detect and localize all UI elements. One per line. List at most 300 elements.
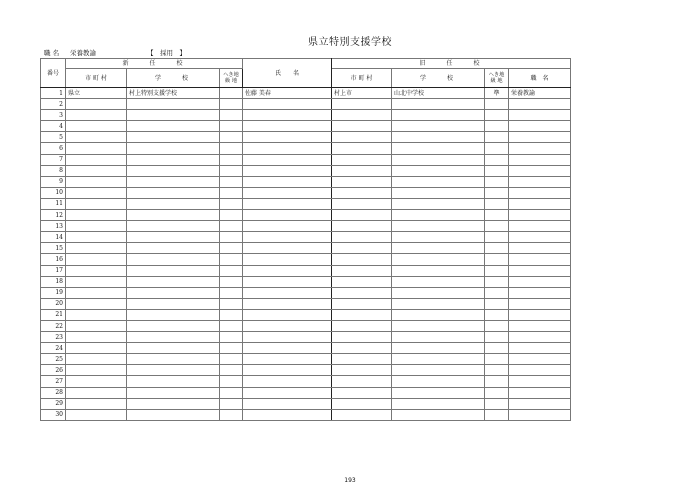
old-city-cell: [332, 143, 392, 154]
old-remote-cell: [485, 332, 509, 343]
old-school-cell: [392, 332, 485, 343]
old-position-cell: [509, 376, 571, 387]
new-remote-cell: [220, 243, 243, 254]
new-city-cell: [66, 121, 127, 132]
new-remote-cell: [220, 132, 243, 143]
old-city-cell: 村上市: [332, 88, 392, 99]
name-cell: [243, 354, 332, 365]
old-remote-cell: [485, 243, 509, 254]
new-school-cell: [127, 320, 220, 331]
name-cell: [243, 187, 332, 198]
name-cell: [243, 298, 332, 309]
old-remote-cell: [485, 276, 509, 287]
row-number: 6: [41, 143, 66, 154]
old-city-cell: [332, 121, 392, 132]
old-city-cell: [332, 187, 392, 198]
new-city-cell: [66, 265, 127, 276]
name-cell: [243, 221, 332, 232]
table-row: [41, 254, 571, 265]
row-number: 15: [41, 243, 66, 254]
new-school-cell: [127, 210, 220, 221]
old-city-cell: [332, 287, 392, 298]
old-school-cell: [392, 143, 485, 154]
new-city-cell: [66, 221, 127, 232]
old-remote-cell: [485, 254, 509, 265]
new-city-cell: [66, 332, 127, 343]
old-city-cell: [332, 254, 392, 265]
old-position-cell: [509, 198, 571, 209]
new-city-cell: [66, 187, 127, 198]
row-number: 25: [41, 354, 66, 365]
new-remote-cell: [220, 298, 243, 309]
old-school-cell: [392, 176, 485, 187]
row-number: 3: [41, 110, 66, 121]
old-position-cell: [509, 265, 571, 276]
old-position-cell: [509, 365, 571, 376]
new-school-cell: [127, 298, 220, 309]
new-school-cell: [127, 232, 220, 243]
table-row: [41, 176, 571, 187]
new-remote-cell: [220, 165, 243, 176]
old-position-cell: [509, 165, 571, 176]
old-remote-cell: [485, 265, 509, 276]
new-school-cell: [127, 221, 220, 232]
new-remote-cell: [220, 232, 243, 243]
old-position-cell: [509, 210, 571, 221]
table-row: [41, 276, 571, 287]
old-remote-cell: [485, 176, 509, 187]
new-school-cell: [127, 309, 220, 320]
row-number: 13: [41, 221, 66, 232]
old-city-cell: [332, 309, 392, 320]
old-remote-cell: [485, 320, 509, 331]
new-school-cell: [127, 198, 220, 209]
row-number: 9: [41, 176, 66, 187]
old-city-cell: [332, 110, 392, 121]
old-remote-cell: [485, 165, 509, 176]
table-body: [41, 88, 571, 421]
table-row: [41, 232, 571, 243]
new-remote-cell: [220, 387, 243, 398]
old-remote-cell: [485, 143, 509, 154]
old-school-cell: [392, 187, 485, 198]
old-position-cell: [509, 309, 571, 320]
old-remote-cell: [485, 409, 509, 420]
new-city-cell: [66, 287, 127, 298]
old-position-cell: [509, 221, 571, 232]
new-city-cell: [66, 354, 127, 365]
new-school-cell: [127, 387, 220, 398]
name-cell: [243, 243, 332, 254]
old-position-cell: [509, 332, 571, 343]
table-row: [41, 143, 571, 154]
old-remote-cell: [485, 232, 509, 243]
old-remote-cell: [485, 154, 509, 165]
old-city-cell: [332, 343, 392, 354]
new-city-cell: [66, 176, 127, 187]
new-remote-cell: [220, 343, 243, 354]
new-school-cell: [127, 276, 220, 287]
old-position-cell: [509, 132, 571, 143]
name-cell: 佐藤 美春: [243, 88, 332, 99]
new-remote-cell: [220, 187, 243, 198]
old-remote-cell: [485, 198, 509, 209]
name-cell: [243, 320, 332, 331]
row-number: 28: [41, 387, 66, 398]
table-row: [41, 376, 571, 387]
header-number: 番号: [41, 59, 66, 88]
new-school-cell: [127, 376, 220, 387]
row-number: 21: [41, 309, 66, 320]
new-school-cell: [127, 176, 220, 187]
new-school-cell: [127, 354, 220, 365]
new-remote-cell: [220, 365, 243, 376]
old-city-cell: [332, 320, 392, 331]
old-city-cell: [332, 165, 392, 176]
old-city-cell: [332, 176, 392, 187]
new-remote-cell: [220, 121, 243, 132]
table-row: [41, 409, 571, 420]
page-number: 193: [344, 477, 356, 484]
table-row: [41, 298, 571, 309]
new-city-cell: [66, 365, 127, 376]
old-position-cell: [509, 254, 571, 265]
table-row: [41, 287, 571, 298]
table-row: [41, 265, 571, 276]
table-row: [41, 320, 571, 331]
row-number: 4: [41, 121, 66, 132]
new-remote-cell: [220, 99, 243, 110]
name-cell: [243, 198, 332, 209]
old-position-cell: [509, 354, 571, 365]
old-school-cell: [392, 110, 485, 121]
old-remote-cell: [485, 376, 509, 387]
row-number: 1: [41, 88, 66, 99]
header-old-school-name: 学 校: [392, 69, 485, 88]
old-remote-cell: [485, 365, 509, 376]
old-remote-cell: [485, 221, 509, 232]
name-cell: [243, 332, 332, 343]
new-school-cell: 村上特別支援学校: [127, 88, 220, 99]
old-school-cell: [392, 320, 485, 331]
old-position-cell: [509, 343, 571, 354]
name-cell: [243, 254, 332, 265]
row-number: 20: [41, 298, 66, 309]
table-row: [41, 221, 571, 232]
row-number: 18: [41, 276, 66, 287]
old-city-cell: [332, 276, 392, 287]
new-school-cell: [127, 332, 220, 343]
old-city-cell: [332, 365, 392, 376]
table-row: [41, 110, 571, 121]
new-remote-cell: [220, 309, 243, 320]
row-number: 23: [41, 332, 66, 343]
new-remote-cell: [220, 398, 243, 409]
old-city-cell: [332, 210, 392, 221]
header-new-remote: へき地 級 地: [220, 69, 243, 88]
old-school-cell: [392, 210, 485, 221]
new-city-cell: [66, 409, 127, 420]
new-school-cell: [127, 409, 220, 420]
new-school-cell: [127, 110, 220, 121]
table-row: [41, 309, 571, 320]
old-school-cell: 山北中学校: [392, 88, 485, 99]
new-remote-cell: [220, 221, 243, 232]
new-remote-cell: [220, 88, 243, 99]
row-number: 22: [41, 320, 66, 331]
name-cell: [243, 276, 332, 287]
old-remote-cell: [485, 309, 509, 320]
table-row: [41, 165, 571, 176]
old-remote-cell: [485, 121, 509, 132]
old-school-cell: [392, 309, 485, 320]
old-remote-cell: [485, 387, 509, 398]
new-remote-cell: [220, 332, 243, 343]
new-school-cell: [127, 265, 220, 276]
old-school-cell: [392, 254, 485, 265]
old-school-cell: [392, 165, 485, 176]
new-city-cell: [66, 387, 127, 398]
new-city-cell: [66, 398, 127, 409]
new-remote-cell: [220, 210, 243, 221]
old-position-cell: [509, 110, 571, 121]
old-school-cell: [392, 121, 485, 132]
old-city-cell: [332, 354, 392, 365]
new-city-cell: [66, 343, 127, 354]
old-city-cell: [332, 387, 392, 398]
new-remote-cell: [220, 198, 243, 209]
new-city-cell: [66, 243, 127, 254]
old-remote-cell: [485, 298, 509, 309]
new-remote-cell: [220, 376, 243, 387]
personnel-table: [40, 58, 571, 421]
name-cell: [243, 121, 332, 132]
old-remote-cell: [485, 398, 509, 409]
table-row: [41, 398, 571, 409]
name-cell: [243, 365, 332, 376]
row-number: 17: [41, 265, 66, 276]
old-position-cell: [509, 387, 571, 398]
old-position-cell: [509, 320, 571, 331]
name-cell: [243, 398, 332, 409]
new-city-cell: [66, 132, 127, 143]
appointment-category: 【 採用 】: [147, 49, 186, 57]
new-school-cell: [127, 187, 220, 198]
new-city-cell: [66, 99, 127, 110]
row-number: 10: [41, 187, 66, 198]
new-city-cell: [66, 143, 127, 154]
row-number: 16: [41, 254, 66, 265]
new-remote-cell: [220, 254, 243, 265]
table-row: [41, 387, 571, 398]
old-position-cell: [509, 409, 571, 420]
name-cell: [243, 110, 332, 121]
new-school-cell: [127, 287, 220, 298]
new-remote-cell: [220, 110, 243, 121]
name-cell: [243, 287, 332, 298]
new-school-cell: [127, 154, 220, 165]
new-school-cell: [127, 398, 220, 409]
old-position-cell: [509, 232, 571, 243]
table-row: [41, 343, 571, 354]
old-school-cell: [392, 387, 485, 398]
old-remote-cell: [485, 210, 509, 221]
new-school-cell: [127, 121, 220, 132]
old-position-cell: [509, 187, 571, 198]
new-city-cell: [66, 232, 127, 243]
old-city-cell: [332, 398, 392, 409]
name-cell: [243, 176, 332, 187]
old-school-cell: [392, 365, 485, 376]
old-school-cell: [392, 198, 485, 209]
header-name: 氏 名: [243, 59, 332, 88]
row-number: 14: [41, 232, 66, 243]
new-remote-cell: [220, 143, 243, 154]
old-remote-cell: [485, 99, 509, 110]
old-school-cell: [392, 376, 485, 387]
old-position-cell: [509, 298, 571, 309]
row-number: 27: [41, 376, 66, 387]
table-row: [41, 243, 571, 254]
old-school-cell: [392, 409, 485, 420]
old-remote-cell: 準: [485, 88, 509, 99]
name-cell: [243, 99, 332, 110]
old-position-cell: [509, 154, 571, 165]
header-old-remote: へき地 級 地: [485, 69, 509, 88]
old-city-cell: [332, 221, 392, 232]
header-old-position: 職 名: [509, 69, 571, 88]
new-city-cell: [66, 154, 127, 165]
new-city-cell: [66, 376, 127, 387]
new-school-cell: [127, 365, 220, 376]
new-city-cell: [66, 320, 127, 331]
old-position-cell: [509, 243, 571, 254]
header-old-city: 市 町 村: [332, 69, 392, 88]
old-city-cell: [332, 232, 392, 243]
row-number: 5: [41, 132, 66, 143]
name-cell: [243, 387, 332, 398]
new-city-cell: [66, 210, 127, 221]
new-school-cell: [127, 143, 220, 154]
old-position-cell: [509, 143, 571, 154]
new-school-cell: [127, 243, 220, 254]
old-city-cell: [332, 409, 392, 420]
old-city-cell: [332, 376, 392, 387]
old-city-cell: [332, 265, 392, 276]
row-number: 30: [41, 409, 66, 420]
old-school-cell: [392, 99, 485, 110]
new-city-cell: [66, 198, 127, 209]
name-cell: [243, 232, 332, 243]
new-remote-cell: [220, 287, 243, 298]
row-number: 8: [41, 165, 66, 176]
name-cell: [243, 143, 332, 154]
old-school-cell: [392, 343, 485, 354]
table-row: [41, 365, 571, 376]
old-position-cell: [509, 121, 571, 132]
table-row: [41, 154, 571, 165]
row-number: 12: [41, 210, 66, 221]
header-new-city: 市 町 村: [66, 69, 127, 88]
new-school-cell: [127, 132, 220, 143]
old-city-cell: [332, 332, 392, 343]
row-number: 26: [41, 365, 66, 376]
name-cell: [243, 210, 332, 221]
name-cell: [243, 409, 332, 420]
table-row: [41, 210, 571, 221]
old-city-cell: [332, 243, 392, 254]
old-remote-cell: [485, 132, 509, 143]
old-city-cell: [332, 198, 392, 209]
row-number: 7: [41, 154, 66, 165]
row-number: 24: [41, 343, 66, 354]
name-cell: [243, 132, 332, 143]
old-position-cell: [509, 398, 571, 409]
new-city-cell: [66, 309, 127, 320]
name-cell: [243, 265, 332, 276]
document-title: 県立特別支援学校: [308, 37, 392, 48]
new-remote-cell: [220, 320, 243, 331]
old-remote-cell: [485, 110, 509, 121]
new-remote-cell: [220, 354, 243, 365]
table-row: [41, 132, 571, 143]
table-row: [41, 187, 571, 198]
old-remote-cell: [485, 287, 509, 298]
new-remote-cell: [220, 276, 243, 287]
header-new-school-name: 学 校: [127, 69, 220, 88]
old-school-cell: [392, 221, 485, 232]
old-position-cell: [509, 176, 571, 187]
old-position-cell: [509, 287, 571, 298]
new-city-cell: [66, 165, 127, 176]
old-remote-cell: [485, 343, 509, 354]
name-cell: [243, 309, 332, 320]
job-title-value: 栄養教諭: [70, 49, 96, 57]
row-number: 29: [41, 398, 66, 409]
new-remote-cell: [220, 265, 243, 276]
old-school-cell: [392, 243, 485, 254]
job-title-label: 職 名: [44, 49, 60, 57]
row-number: 11: [41, 198, 66, 209]
name-cell: [243, 165, 332, 176]
table-row: [41, 354, 571, 365]
table-row: [41, 88, 571, 99]
row-number: 2: [41, 99, 66, 110]
new-remote-cell: [220, 409, 243, 420]
old-position-cell: 栄養教諭: [509, 88, 571, 99]
old-school-cell: [392, 154, 485, 165]
old-school-cell: [392, 265, 485, 276]
old-school-cell: [392, 298, 485, 309]
new-remote-cell: [220, 176, 243, 187]
old-position-cell: [509, 276, 571, 287]
new-city-cell: [66, 110, 127, 121]
old-school-cell: [392, 398, 485, 409]
old-school-cell: [392, 354, 485, 365]
header-new-school: 新 任 校: [66, 59, 243, 69]
old-city-cell: [332, 132, 392, 143]
new-school-cell: [127, 343, 220, 354]
old-remote-cell: [485, 187, 509, 198]
new-city-cell: [66, 254, 127, 265]
old-city-cell: [332, 154, 392, 165]
row-number: 19: [41, 287, 66, 298]
name-cell: [243, 154, 332, 165]
new-school-cell: [127, 165, 220, 176]
new-city-cell: 県立: [66, 88, 127, 99]
table-row: [41, 121, 571, 132]
new-school-cell: [127, 99, 220, 110]
